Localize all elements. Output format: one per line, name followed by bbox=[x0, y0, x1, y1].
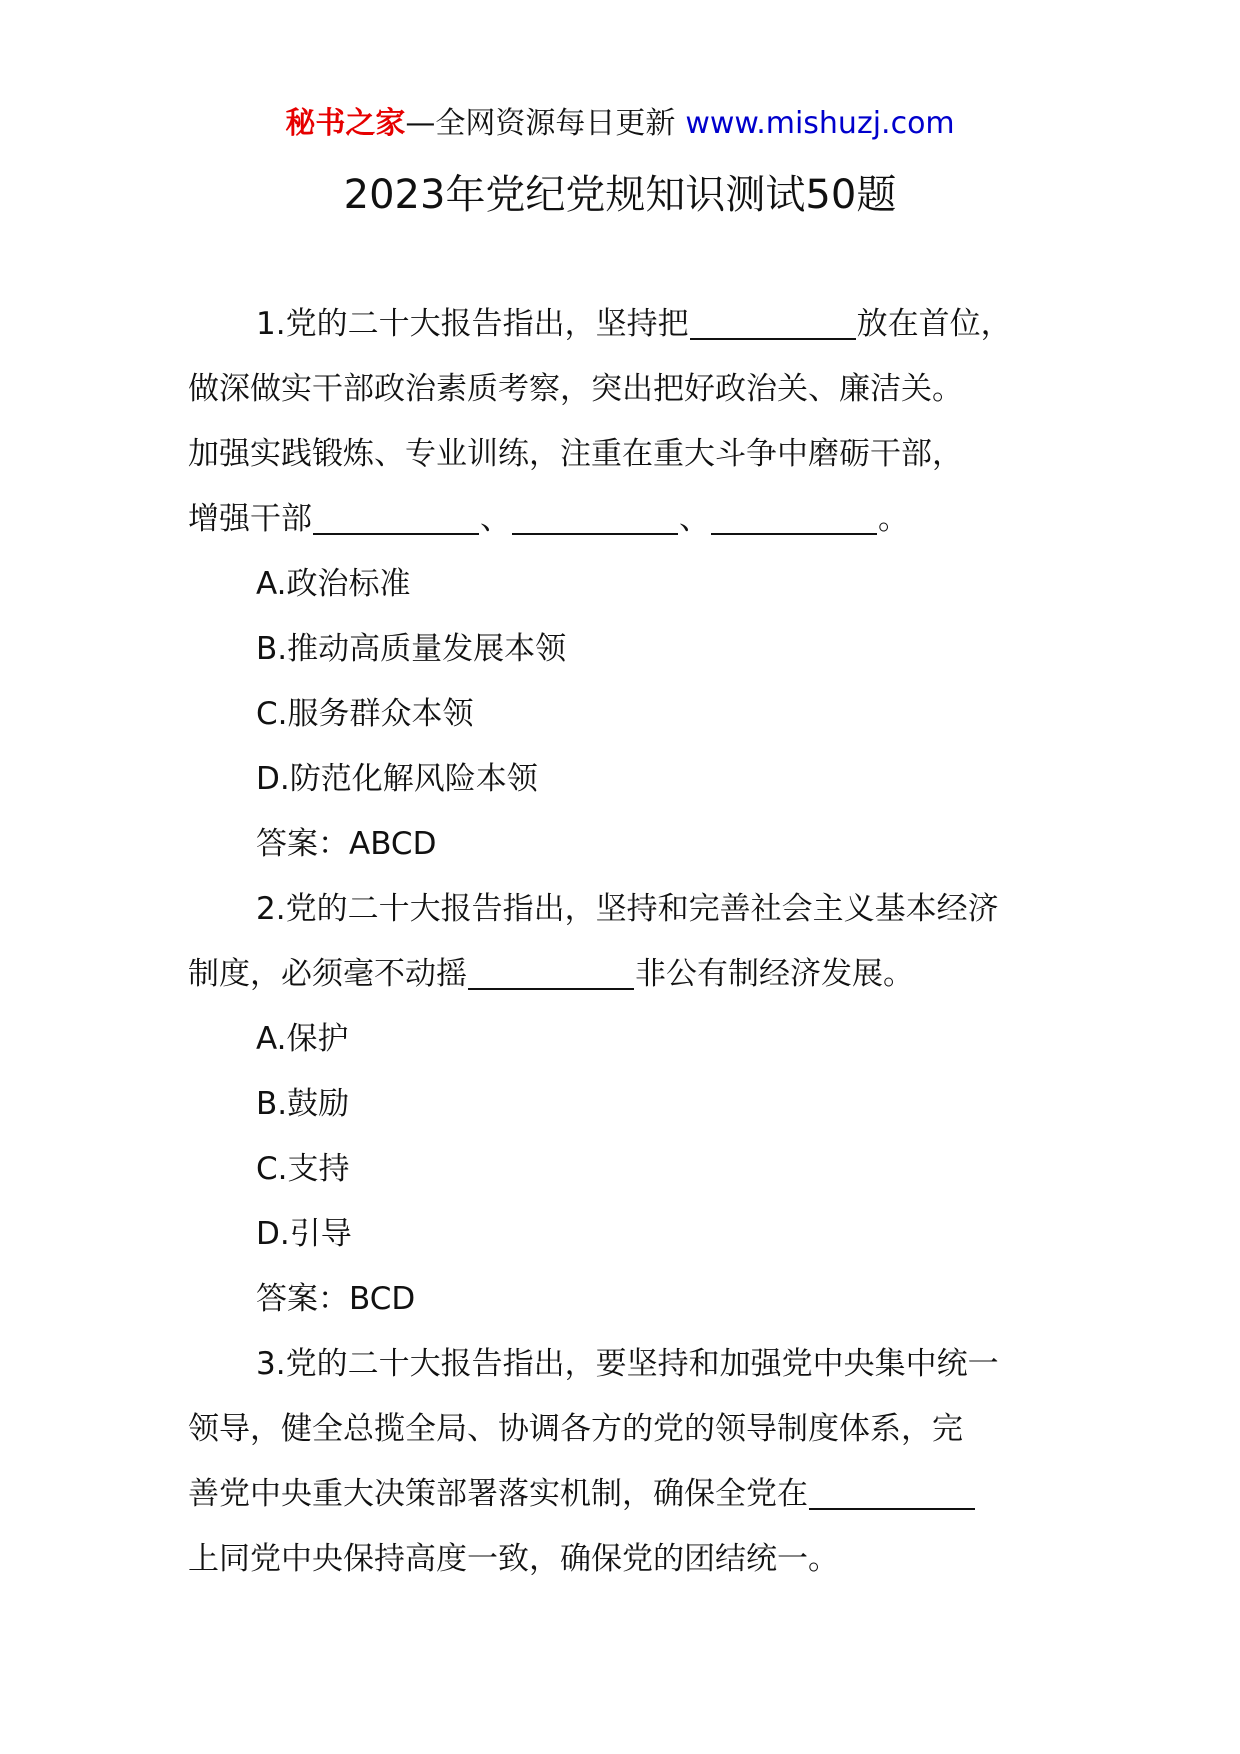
question-2-line-1: 2.党的二十大报告指出，坚持和完善社会主义基本经济 bbox=[256, 891, 999, 927]
answer-blank bbox=[690, 302, 856, 340]
brand-name: 秘书之家 bbox=[285, 106, 406, 141]
question-1-line-3: 加强实践锻炼、专业训练，注重在重大斗争中磨砺干部， bbox=[188, 436, 963, 472]
answer-blank bbox=[512, 497, 678, 535]
document-title: 2023年党纪党规知识测试50题 bbox=[343, 172, 897, 218]
question-3-line-4: 上同党中央保持高度一致，确保党的团结统一。 bbox=[188, 1541, 839, 1577]
answer-blank bbox=[711, 497, 877, 535]
site-header bbox=[0, 102, 1240, 146]
quiz-content bbox=[188, 292, 1068, 1592]
question-1-answer: 答案：ABCD bbox=[256, 826, 437, 862]
site-url-link[interactable]: www.mishuzj.com bbox=[685, 106, 955, 141]
question-2-option-c: C.支持 bbox=[256, 1151, 350, 1187]
question-2-answer: 答案：BCD bbox=[256, 1281, 416, 1317]
question-3-line-3: 善党中央重大决策部署落实机制，确保全党在 bbox=[188, 1462, 1068, 1527]
question-3-line-1: 3.党的二十大报告指出，要坚持和加强党中央集中统一 bbox=[256, 1346, 999, 1382]
header-tagline: —全网资源每日更新 bbox=[405, 106, 676, 141]
question-1-option-a: A.政治标准 bbox=[256, 566, 411, 602]
question-3-line-2: 领导，健全总揽全局、协调各方的党的领导制度体系，完 bbox=[188, 1411, 963, 1447]
question-2-option-b: B.鼓励 bbox=[256, 1086, 350, 1122]
question-2-line-2: 制度，必须毫不动摇 非公有制经济发展。 bbox=[188, 942, 1068, 1007]
answer-blank bbox=[809, 1472, 975, 1510]
question-1-line-4: 增强干部 、 、 。 bbox=[188, 487, 1068, 552]
question-1-line-2: 做深做实干部政治素质考察，突出把好政治关、廉洁关。 bbox=[188, 371, 963, 407]
question-2-option-d: D.引导 bbox=[256, 1216, 352, 1252]
question-1-option-c: C.服务群众本领 bbox=[256, 696, 474, 732]
question-1-option-b: B.推动高质量发展本领 bbox=[256, 631, 567, 667]
answer-blank bbox=[468, 952, 634, 990]
question-1-line-1: 1.党的二十大报告指出，坚持把 放在首位， bbox=[188, 292, 1068, 357]
answer-blank bbox=[313, 497, 479, 535]
question-2-option-a: A.保护 bbox=[256, 1021, 349, 1057]
question-1-option-d: D.防范化解风险本领 bbox=[256, 761, 538, 797]
